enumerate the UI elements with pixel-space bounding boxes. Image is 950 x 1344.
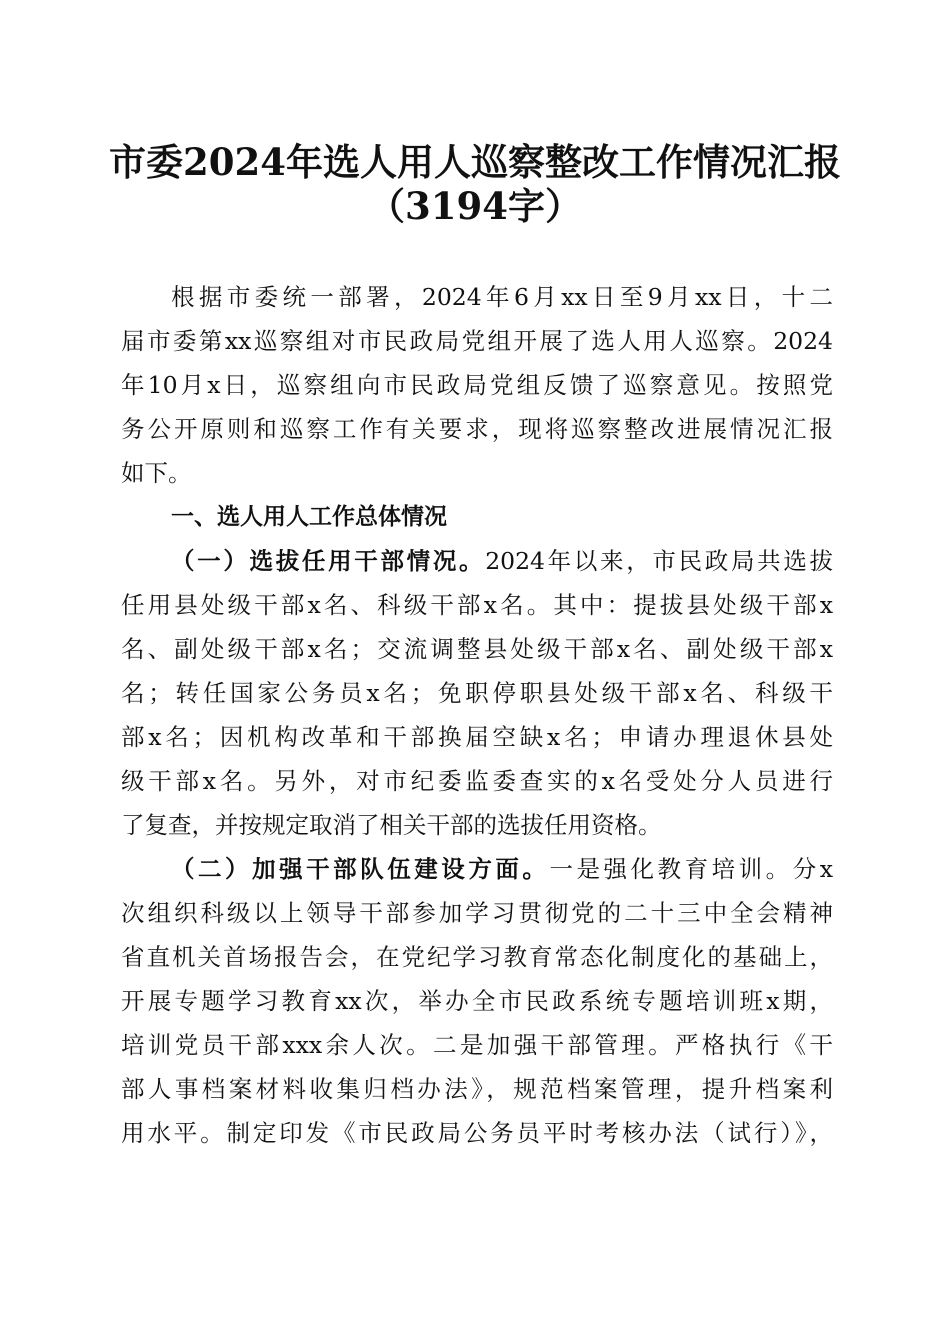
paragraph-line: 次组织科级以上领导干部参加学习贯彻党的二十三中全会精神: [121, 899, 833, 927]
paragraph-line: 务公开原则和巡察工作有关要求，现将巡察整改进展情况汇报: [121, 415, 833, 443]
paragraph-line: 年10月x日，巡察组向市民政局党组反馈了巡察意见。按照党: [121, 371, 833, 399]
paragraph-line: [171, 854, 833, 884]
paragraph-line: 用水平。制定印发《市民政局公务员平时考核办法（试行）》，: [121, 1119, 833, 1147]
section-heading: 一、选人用人工作总体情况: [171, 504, 447, 530]
paragraph-text: 一是强化教育培训。分x: [549, 855, 833, 883]
paragraph-line: 部人事档案材料收集归档办法》，规范档案管理，提升档案利: [121, 1075, 833, 1103]
paragraph-line: 了复查，并按规定取消了相关干部的选拔任用资格。: [121, 811, 662, 839]
paragraph-line: [171, 546, 833, 576]
subsection-heading: （一）选拔任用干部情况。: [171, 547, 486, 575]
paragraph-line: 名；转任国家公务员x名；免职停职县处级干部x名、科级干: [121, 679, 833, 707]
paragraph-line: 届市委第xx巡察组对市民政局党组开展了选人用人巡察。2024: [121, 327, 833, 355]
document-title: 市委2024年选人用人巡察整改工作情况汇报: [109, 140, 841, 184]
paragraph-text: 2024年以来，市民政局共选拔: [485, 547, 833, 575]
document-title-word-count: （3194字）: [368, 184, 582, 228]
paragraph-line: 任用县处级干部x名、科级干部x名。其中：提拔县处级干部x: [121, 591, 833, 619]
subsection-heading: （二）加强干部队伍建设方面。: [171, 855, 550, 883]
paragraph-line: 培训党员干部xxx余人次。二是加强干部管理。严格执行《干: [121, 1031, 833, 1059]
paragraph-line: 部x名；因机构改革和干部换届空缺x名；申请办理退休县处: [121, 723, 833, 751]
paragraph-line: 级干部x名。另外，对市纪委监委查实的x名受处分人员进行: [121, 767, 833, 795]
paragraph-line: 根据市委统一部署，2024年6月xx日至9月xx日，十二: [171, 283, 833, 311]
paragraph-line: 名、副处级干部x名；交流调整县处级干部x名、副处级干部x: [121, 635, 833, 663]
paragraph-line: 开展专题学习教育xx次，举办全市民政系统专题培训班x期，: [121, 987, 833, 1015]
paragraph-line: 如下。: [121, 459, 192, 487]
paragraph-line: 省直机关首场报告会，在党纪学习教育常态化制度化的基础上，: [121, 943, 833, 971]
